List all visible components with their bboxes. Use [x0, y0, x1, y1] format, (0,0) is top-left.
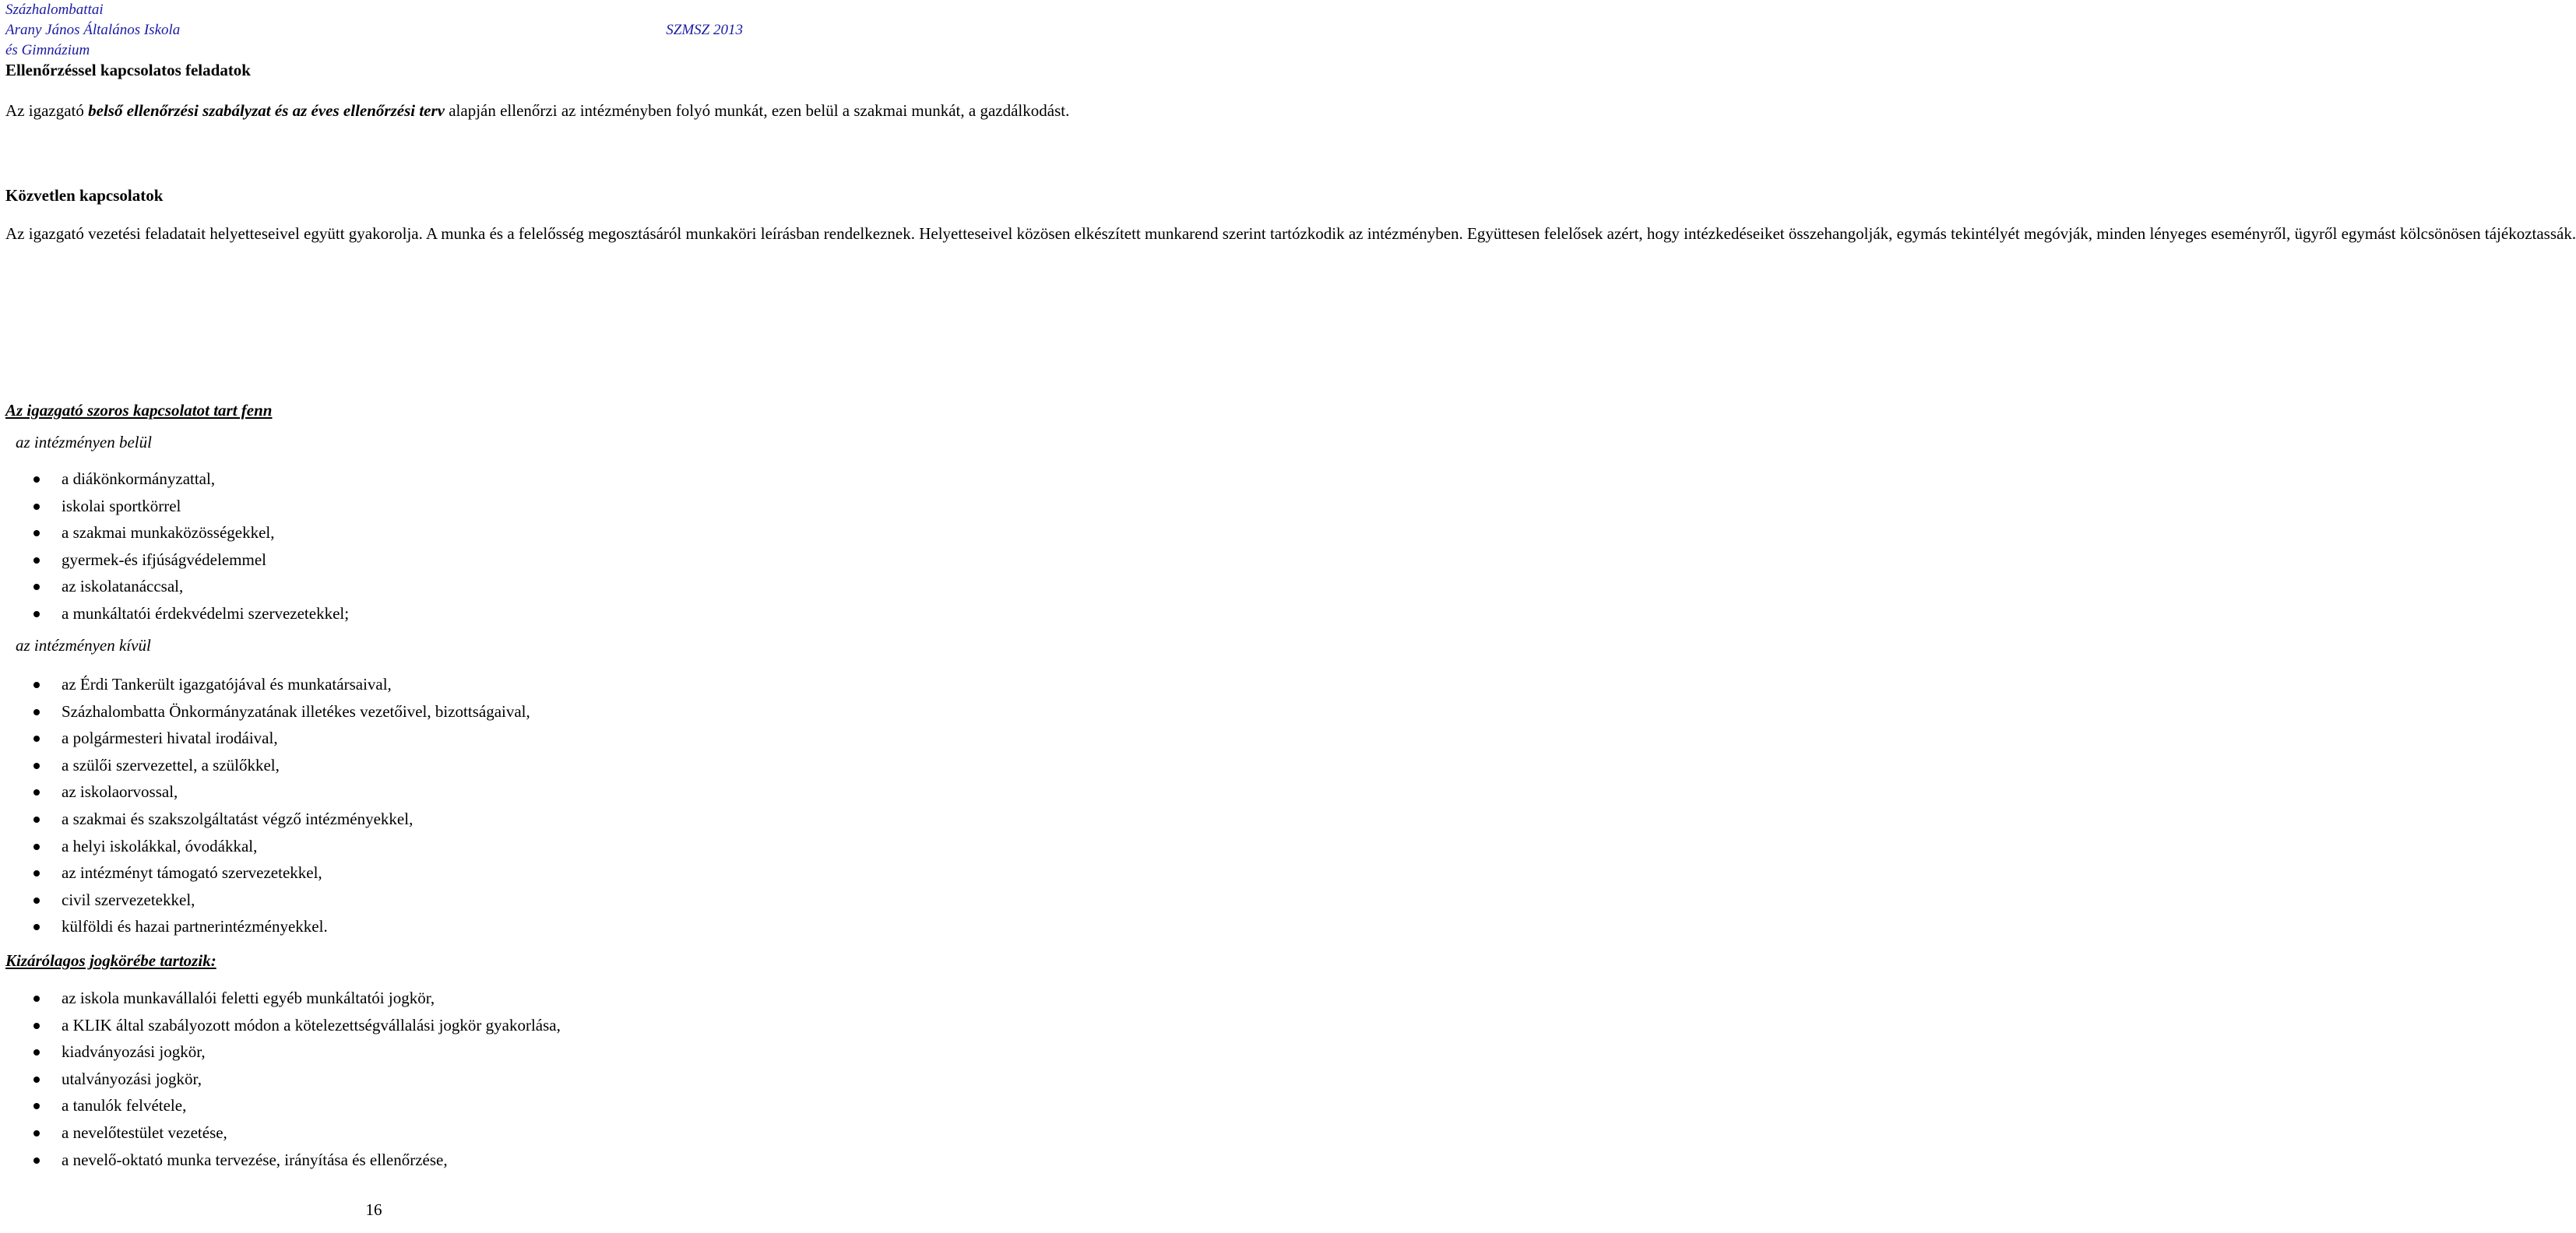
- list-item: a helyi iskolákkal, óvodákkal,: [0, 833, 530, 860]
- school-name-line-3: és Gimnázium: [5, 42, 90, 58]
- exclusive-powers-title: Kizárólagos jogkörébe tartozik:: [5, 951, 216, 970]
- page-number: 16: [365, 1200, 382, 1219]
- list-item: gyermek-és ifjúságvédelemmel: [0, 546, 349, 574]
- inside-institution-label: az intézményen belül: [16, 433, 152, 451]
- list-item: az intézményt támogató szervezetekkel,: [0, 859, 530, 887]
- list-item: az iskolaorvossal,: [0, 778, 530, 806]
- list-item: az iskola munkavállalói feletti egyéb munkáltatói jogkör,: [0, 985, 561, 1012]
- contacts-title: Az igazgató szoros kapcsolatot tart fenn: [5, 401, 273, 420]
- list-item: utalványozási jogkör,: [0, 1066, 561, 1093]
- list-item: civil szervezetekkel,: [0, 887, 530, 914]
- list-item: a munkáltatói érdekvédelmi szervezetekkel;: [0, 600, 349, 627]
- inside-contacts-list: [0, 465, 349, 627]
- school-name-line-1: Százhalombattai: [5, 2, 104, 18]
- inspection-paragraph-suffix: alapján ellenőrzi az intézményben folyó munkát, ezen belül a szakmai munkát, a gazdálkodást.: [444, 101, 1070, 120]
- list-item: a szakmai munkaközösségekkel,: [0, 519, 349, 546]
- list-item: iskolai sportkörrel: [0, 493, 349, 520]
- inspection-paragraph-prefix: Az igazgató: [5, 101, 89, 120]
- list-item: a diákönkormányzattal,: [0, 465, 349, 493]
- list-item: a szakmai és szakszolgáltatást végző intézményekkel,: [0, 806, 530, 833]
- list-item: az iskolatanáccsal,: [0, 573, 349, 600]
- list-item: a nevelő-oktató munka tervezése, irányítása és ellenőrzése,: [0, 1147, 561, 1174]
- document-code: SZMSZ 2013: [666, 22, 743, 38]
- inspection-paragraph: [5, 97, 1070, 125]
- section-heading-direct-contacts: Közvetlen kapcsolatok: [5, 186, 164, 205]
- list-item: Százhalombatta Önkormányzatának illetékes vezetőivel, bizottságaival,: [0, 698, 530, 725]
- list-item: a KLIK által szabályozott módon a kötelezettségvállalási jogkör gyakorlása,: [0, 1012, 561, 1039]
- direct-contacts-paragraph: Az igazgató vezetési feladatait helyetteseivel együtt gyakorolja. A munka és a felelősség megosztásáról munkaköri leírásban rendelkeznek. Helyetteseivel közösen elkészített munkarend szerint tartózkodik az intézményben. Együttesen felelősek azért, hogy intézkedéseiket összehangolják, egymás tekintélyét megóvják, minden lényeges eseményről, ügyről egymást kölcsönösen tájékoztassák.: [5, 224, 2576, 243]
- outside-contacts-list: [0, 671, 530, 940]
- school-name-line-2: Arany János Általános Iskola: [5, 22, 181, 38]
- outside-institution-label: az intézményen kívül: [16, 636, 151, 655]
- list-item: a szülői szervezettel, a szülőkkel,: [0, 752, 530, 779]
- list-item: kiadványozási jogkör,: [0, 1038, 561, 1066]
- school-name: [5, 0, 180, 61]
- list-item: külföldi és hazai partnerintézményekkel.: [0, 913, 530, 940]
- list-item: a nevelőtestület vezetése,: [0, 1119, 561, 1147]
- section-heading-inspection: Ellenőrzéssel kapcsolatos feladatok: [5, 61, 251, 79]
- exclusive-powers-list: [0, 985, 561, 1173]
- list-item: a tanulók felvétele,: [0, 1092, 561, 1119]
- list-item: a polgármesteri hivatal irodáival,: [0, 725, 530, 752]
- list-item: az Érdi Tankerült igazgatójával és munkatársaival,: [0, 671, 530, 698]
- inspection-paragraph-emphasis: belső ellenőrzési szabályzat és az éves ellenőrzési terv: [88, 101, 445, 120]
